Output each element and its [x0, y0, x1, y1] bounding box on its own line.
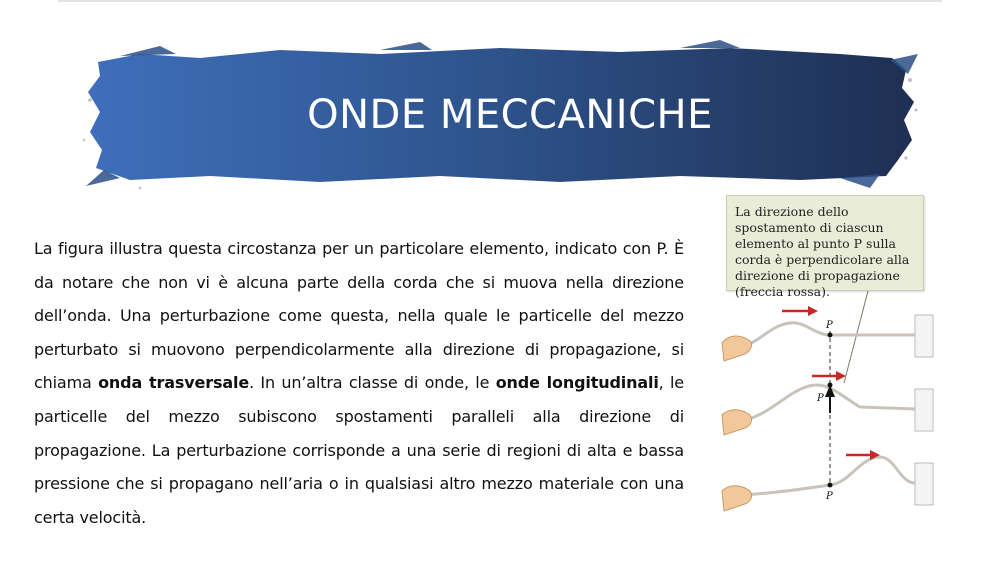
wall-block-2 — [915, 389, 933, 431]
figure-callout: La direzione dello spostamento di ciascun elemento al punto P sulla corda è perpendicolare alla direzione di propagazione (freccia rossa). — [726, 195, 924, 291]
rope-3 — [740, 457, 915, 495]
paragraph-text-1: La figura illustra questa circostanza per un particolare elemento, indicato con P. È da notare che non vi è alcuna parte della corda che si muova nella direzione dell’onda. Una perturbazione come questa, nella quale le particelle del mezzo perturbato si muovono perpendicolarmente alla direzione di propagazione, si chiama — [34, 239, 684, 393]
label-p-1: P — [826, 320, 833, 331]
point-p-1 — [828, 333, 833, 338]
wall-block-1 — [915, 315, 933, 357]
body-paragraph — [34, 232, 684, 534]
top-rule — [58, 0, 942, 2]
point-p-3 — [828, 483, 833, 488]
label-p-3: P — [826, 491, 833, 502]
arrow-head-1 — [808, 306, 818, 316]
page-title: ONDE MECCANICHE — [307, 92, 713, 138]
callout-pointer — [844, 291, 868, 383]
hand-icon-1 — [722, 336, 752, 361]
title-banner — [80, 40, 920, 190]
rope-2 — [740, 385, 915, 421]
term-longitudinal-waves: onde longitudinali — [495, 373, 659, 393]
paragraph-text-3: , le particelle del mezzo subiscono spostamenti paralleli alla direzione di propagazione. La perturbazione corrisponde a una serie di regioni di alta e bassa pressione che si propagano nell’aria o in qualsiasi altro mezzo materiale con una certa velocità. — [34, 373, 684, 527]
hand-icon-2 — [722, 410, 752, 435]
wall-block-3 — [915, 463, 933, 505]
wave-figure — [720, 195, 935, 520]
paragraph-text-2: . In un’altra classe di onde, le — [249, 373, 496, 393]
point-p-2 — [828, 383, 833, 388]
hand-icon-3 — [722, 486, 752, 511]
term-transverse-wave: onda trasversale — [98, 373, 250, 393]
label-p-2: P — [817, 393, 824, 404]
